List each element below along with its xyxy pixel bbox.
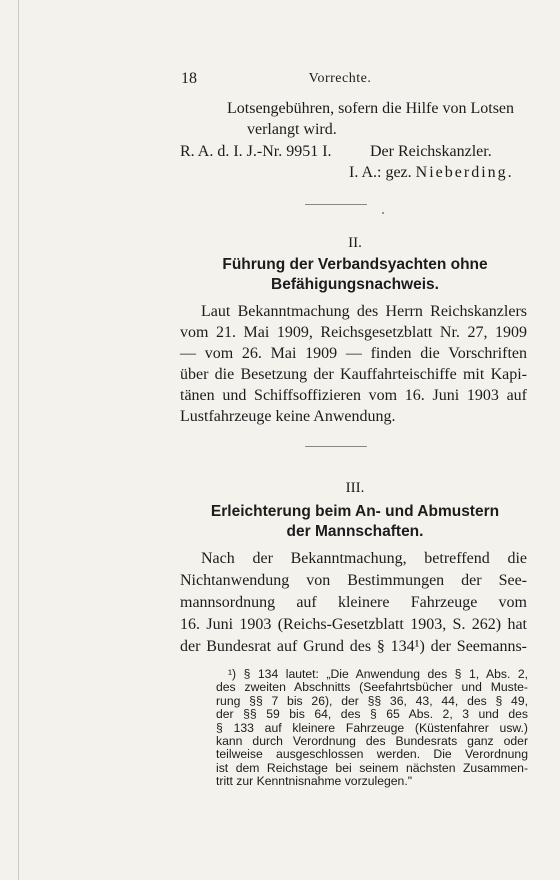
section-3-line-4: 16. Juni 1903 (Reichs-Gesetzblatt 1903, S. 262) hat <box>180 616 527 633</box>
footnote-line-5: § 133 auf kleinere Fahrzeuge (Küstenfahrer usw.) <box>216 720 528 735</box>
top-line-1: Lotsengebühren, sofern die Hilfe von Lotsen <box>227 100 515 117</box>
reference-number: R. A. d. I. J.-Nr. 9951 I. <box>180 143 332 160</box>
section-3-line-2: Nichtanwendung von Bestimmungen der See- <box>180 572 527 589</box>
footnote-line-2: des zweiten Abschnitts (Seefahrtsbücher und Muste- <box>216 680 528 695</box>
signature-line <box>349 162 514 183</box>
top-line-2: verlangt wird. <box>247 121 337 138</box>
print-speck <box>382 212 384 214</box>
footnote-line-6: kann durch Verordnung des Bundesrats ganz oder <box>216 734 528 749</box>
footnote-line-9: tritt zur Kenntnisnahme vorzulegen." <box>216 774 413 789</box>
footnote <box>216 668 528 789</box>
section-2-line-4: über die Besetzung der Kauffahrteischiffe mit Kapi- <box>180 366 527 383</box>
footnote-line-8: ist dem Reichstage bei seinem nächsten Zusammen- <box>216 760 528 775</box>
running-head: Vorrechte. <box>308 71 372 86</box>
section-3-line-1: Nach der Bekanntmachung, betreffend die <box>201 550 527 567</box>
section-3-title-line-1: Erleichterung beim An- und Abmustern <box>210 503 500 520</box>
section-3-numeral: III. <box>345 480 365 496</box>
section-2-line-1: Laut Bekanntmachung des Herrn Reichskanzlers <box>201 303 527 320</box>
footnote-line-7: teilweise ausgeschlossen werden. Die Verordnung <box>216 747 528 762</box>
section-3-line-3: mannsordnung auf kleinere Fahrzeuge vom <box>180 594 527 611</box>
section-2-line-3: — vom 26. Mai 1909 — finden die Vorschriften <box>180 345 527 362</box>
section-2-title-line-2: Befähigungsnachweis. <box>271 276 439 293</box>
section-3-line-5: der Bundesrat auf Grund des § 134¹) der Seemanns- <box>180 638 527 655</box>
signature-prefix: I. A.: gez. <box>349 164 412 181</box>
section-3-title-line-2: der Mannschaften. <box>286 523 424 540</box>
section-divider-2 <box>305 446 367 447</box>
section-2-numeral: II. <box>348 235 362 251</box>
footnote-line-1: ¹) § 134 lautet: „Die Anwendung des § 1, Abs. 2, <box>228 667 528 681</box>
signer-title: Der Reichskanzler. <box>370 143 492 160</box>
section-2-line-6: Lustfahrzeuge keine Anwendung. <box>180 408 396 425</box>
section-divider-1 <box>305 204 367 205</box>
signature-name: Nieberding. <box>415 164 514 181</box>
page-edge-line <box>18 0 19 880</box>
section-2-title-line-1: Führung der Verbandsyachten ohne <box>222 256 488 273</box>
footnote-line-3: rung §§ 7 bis 26), der §§ 36, 43, 44, des § 49, <box>216 693 528 708</box>
footnote-line-4: der §§ 59 bis 64, des § 65 Abs. 2, 3 und des <box>216 707 528 722</box>
page-number: 18 <box>181 70 197 87</box>
section-2-line-2: vom 21. Mai 1909, Reichsgesetzblatt Nr. 27, 1909 <box>180 324 527 341</box>
section-2-line-5: tänen und Schiffsoffizieren vom 16. Juni 1903 auf <box>180 387 527 404</box>
